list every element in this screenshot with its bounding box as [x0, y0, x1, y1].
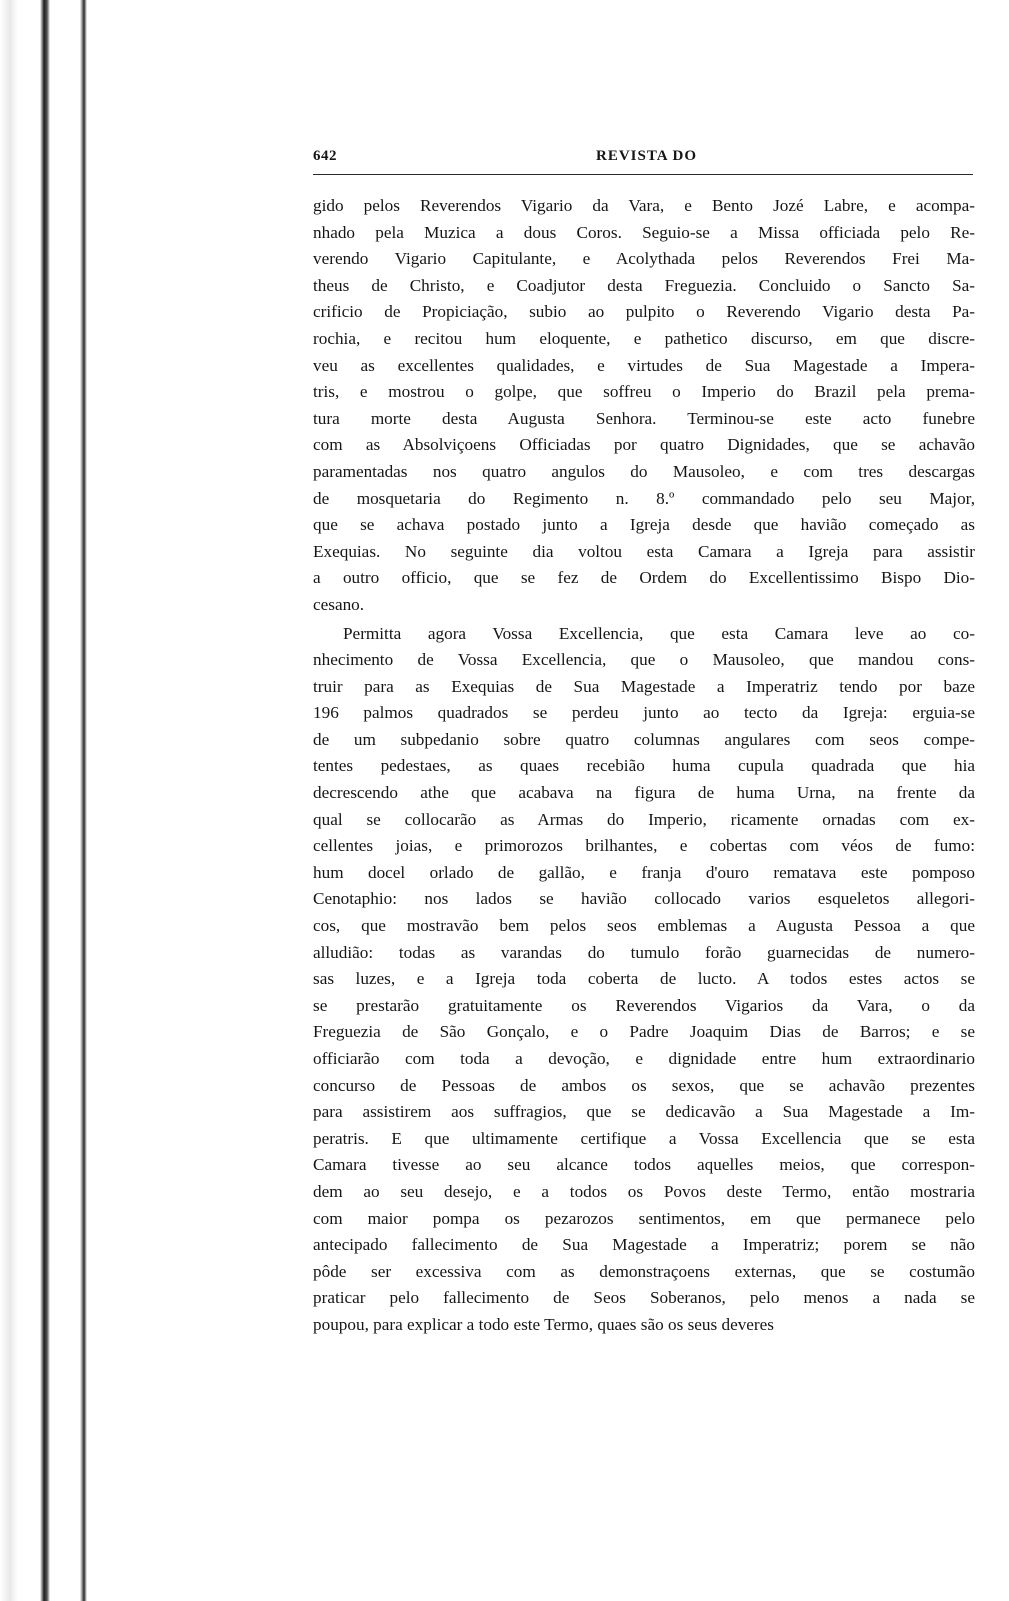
text-line: truir para as Exequias de Sua Magestade a Imperatriz tendo por baze — [313, 676, 975, 696]
running-title: REVISTA DO — [596, 148, 697, 164]
text-line: antecipado fallecimento de Sua Magestade a Imperatriz; porem se não — [313, 1235, 975, 1255]
text-line: para assistirem aos suffragios, que se dedicavão a Sua Magestade a Im- — [313, 1102, 975, 1122]
paragraph — [313, 621, 975, 1339]
text-line: nhecimento de Vossa Excellencia, que o Mausoleo, que mandou cons- — [313, 650, 975, 670]
text-line: decrescendo athe que acabava na figura de huma Urna, na frente da — [313, 783, 975, 803]
text-line: alludião: todas as varandas do tumulo forão guarnecidas de numero- — [313, 942, 975, 962]
text-line: 196 palmos quadrados se perdeu junto ao tecto da Igreja: erguia-se — [313, 703, 975, 723]
text-line: hum docel orlado de gallão, e franja d'ouro rematava este pomposo — [313, 862, 975, 882]
paragraph — [313, 193, 975, 619]
text-line: sas luzes, e a Igreja toda coberta de lucto. A todos estes actos se — [313, 969, 975, 989]
text-line: officiarão com toda a devoção, e dignidade entre hum extraordinario — [313, 1049, 975, 1068]
text-line: pôde ser excessiva com as demonstraçoens externas, que se costumão — [313, 1261, 975, 1281]
text-line: rochia, e recitou hum eloquente, e pathetico discurso, em que discre- — [313, 328, 975, 348]
text-line: cos, que mostravão bem pelos seos emblemas a Augusta Pessoa a que — [313, 916, 975, 936]
text-line: Camara tivesse ao seu alcance todos aquelles meios, que correspon- — [313, 1155, 975, 1175]
text-line: verendo Vigario Capitulante, e Acolythada pelos Reverendos Frei Ma- — [313, 249, 975, 269]
text-line: tura morte desta Augusta Senhora. Terminou-se este acto funebre — [313, 408, 975, 428]
text-line: se prestarão gratuitamente os Reverendos Vigarios da Vara, o da — [313, 995, 975, 1015]
text-line: gido pelos Reverendos Vigario da Vara, e Bento Jozé Labre, e acompa- — [313, 196, 975, 215]
text-line: Cenotaphio: nos lados se havião collocado varios esqueletos allegori- — [313, 889, 975, 909]
text-line: com maior pompa os pezarozos sentimentos, em que permanece pelo — [313, 1208, 975, 1228]
page-number: 642 — [313, 148, 337, 164]
page-header — [313, 148, 975, 170]
text-line: tentes pedestaes, as quaes recebião huma cupula quadrada que hia — [313, 756, 975, 776]
text-line: Freguezia de São Gonçalo, e o Padre Joaquim Dias de Barros; e se — [313, 1022, 975, 1042]
text-line: dem ao seu desejo, e a todos os Povos deste Termo, então mostraria — [313, 1181, 975, 1201]
text-line: peratris. E que ultimamente certifique a Vossa Excellencia que se esta — [313, 1128, 975, 1148]
text-line: poupou, para explicar a todo este Termo, quaes são os seus deveres — [313, 1314, 774, 1334]
text-line: praticar pelo fallecimento de Seos Soberanos, pelo menos a nada se — [313, 1288, 975, 1308]
text-line: a outro officio, que se fez de Ordem do Excellentissimo Bispo Dio- — [313, 568, 975, 588]
text-line: paramentadas nos quatro angulos do Mausoleo, e com tres descargas — [313, 461, 975, 481]
text-line: cesano. — [313, 594, 365, 614]
text-line: com as Absolviçoens Officiadas por quatro Dignidades, que se achavão — [313, 435, 975, 455]
text-line: Permitta agora Vossa Excellencia, que esta Camara leve ao co- — [343, 623, 975, 643]
text-line: crificio de Propiciação, subio ao pulpito o Reverendo Vigario desta Pa- — [313, 302, 975, 322]
text-line: de mosquetaria do Regimento n. 8.º commandado pelo seu Major, — [313, 488, 975, 508]
text-line: qual se collocarão as Armas do Imperio, ricamente ornadas com ex- — [313, 809, 975, 829]
text-line: nhado pela Muzica a dous Coros. Seguio-se a Missa officiada pelo Re- — [313, 222, 975, 242]
text-line: que se achava postado junto a Igreja desde que havião começado as — [313, 515, 975, 535]
text-line: veu as excellentes qualidades, e virtudes de Sua Magestade a Impera- — [313, 355, 975, 375]
book-page — [313, 148, 975, 1339]
header-rule — [313, 174, 973, 175]
text-line: tris, e mostrou o golpe, que soffreu o Imperio do Brazil pela prema- — [313, 382, 975, 402]
text-line: concurso de Pessoas de ambos os sexos, que se achavão prezentes — [313, 1075, 975, 1095]
book-binding-edge — [0, 0, 88, 1601]
text-line: de um subpedanio sobre quatro columnas angulares com seos compe- — [313, 729, 975, 749]
text-line: theus de Christo, e Coadjutor desta Freguezia. Concluido o Sancto Sa- — [313, 275, 975, 295]
text-line: cellentes joias, e primorozos brilhantes, e cobertas com véos de fumo: — [313, 836, 975, 856]
text-line: Exequias. No seguinte dia voltou esta Camara a Igreja para assistir — [313, 541, 975, 561]
body-text — [313, 193, 975, 1339]
